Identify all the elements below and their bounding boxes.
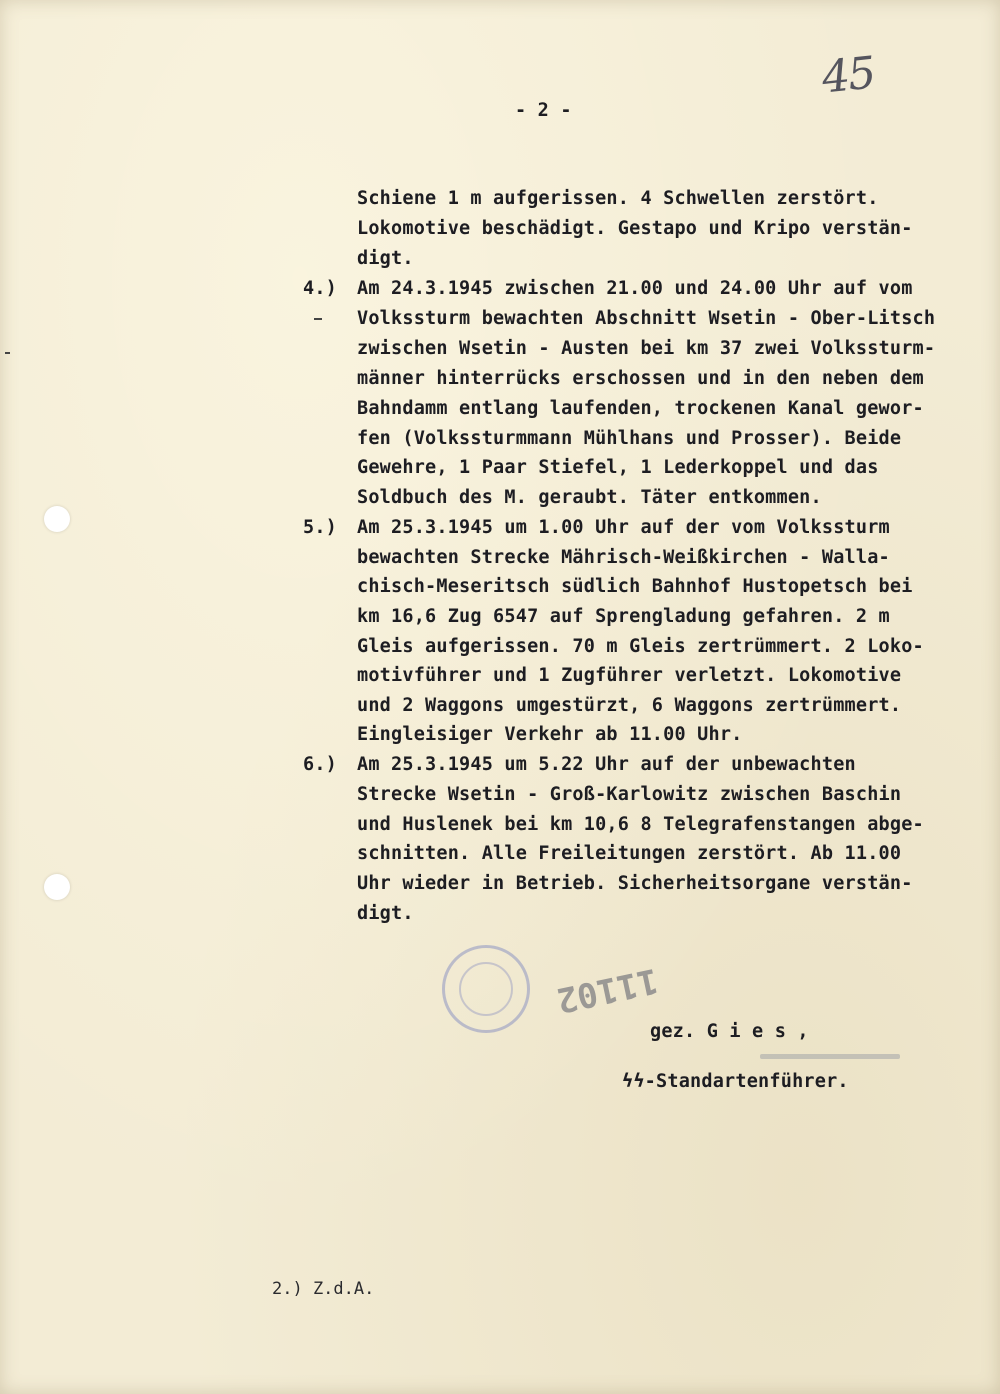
- text-line: Bahndamm entlang laufenden, trockenen Kanal gewor-: [357, 398, 924, 419]
- text-line: digt.: [357, 903, 414, 924]
- text-line: Strecke Wsetin - Groß-Karlowitz zwischen Baschin: [357, 784, 902, 805]
- text-line: zwischen Wsetin - Austen bei km 37 zwei Volkssturm-: [357, 338, 936, 359]
- text-line: schnitten. Alle Freileitungen zerstört. Ab 11.00: [357, 843, 902, 864]
- text-line: Soldbuch des M. geraubt. Täter entkommen.: [357, 487, 822, 508]
- text-line: fen (Volkssturmmann Mühlhans und Prosser). Beide: [357, 428, 902, 449]
- page-number: - 2 -: [515, 100, 572, 121]
- text-line: Schiene 1 m aufgerissen. 4 Schwellen zerstört.: [357, 188, 879, 209]
- text-line: Uhr wieder in Betrieb. Sicherheitsorgane verstän-: [357, 873, 913, 894]
- text-line: Lokomotive beschädigt. Gestapo und Kripo verstän-: [357, 218, 913, 239]
- stamp-inner-ring: [459, 962, 513, 1016]
- text-line: bewachten Strecke Mährisch-Weißkirchen - Walla-: [357, 547, 890, 568]
- text-line: Gewehre, 1 Paar Stiefel, 1 Lederkoppel und das: [357, 457, 879, 478]
- punch-hole-top: [44, 506, 70, 532]
- item-number: 6.): [303, 754, 338, 775]
- stamp-number-mark: 11102: [552, 959, 662, 1021]
- signature-line: gez. G i e s ,: [650, 1021, 809, 1042]
- signature-underline: [760, 1054, 900, 1059]
- text-line: digt.: [357, 248, 414, 269]
- text-line: Eingleisiger Verkehr ab 11.00 Uhr.: [357, 724, 743, 745]
- text-line: km 16,6 Zug 6547 auf Sprengladung gefahren. 2 m: [357, 606, 890, 627]
- text-line: motivführer und 1 Zugführer verletzt. Lokomotive: [357, 665, 902, 686]
- filing-note: 2.) Z.d.A.: [272, 1279, 375, 1299]
- text-line: Am 25.3.1945 um 1.00 Uhr auf der vom Volkssturm: [357, 517, 890, 538]
- archive-folio-number: 45: [819, 47, 877, 104]
- text-line: Am 25.3.1945 um 5.22 Uhr auf der unbewachten: [357, 754, 856, 775]
- item-number: 4.): [303, 278, 338, 299]
- archive-stamp: [442, 945, 530, 1033]
- text-line: Gleis aufgerissen. 70 m Gleis zertrümmert. 2 Loko-: [357, 636, 924, 657]
- text-line: Am 24.3.1945 zwischen 21.00 und 24.00 Uhr auf vom: [357, 278, 913, 299]
- signatory-rank: ϟϟ-Standartenführer.: [622, 1071, 849, 1092]
- item-number: 5.): [303, 517, 338, 538]
- text-line: Volkssturm bewachten Abschnitt Wsetin - Ober-Litsch: [357, 308, 936, 329]
- margin-mark: [314, 318, 322, 320]
- text-line: und 2 Waggons umgestürzt, 6 Waggons zertrümmert.: [357, 695, 902, 716]
- margin-mark: [5, 352, 10, 354]
- text-line: chisch-Meseritsch südlich Bahnhof Hustopetsch bei: [357, 576, 913, 597]
- text-line: männer hinterrücks erschossen und in den neben dem: [357, 368, 924, 389]
- punch-hole-bottom: [44, 874, 70, 900]
- text-line: und Huslenek bei km 10,6 8 Telegrafenstangen abge-: [357, 814, 924, 835]
